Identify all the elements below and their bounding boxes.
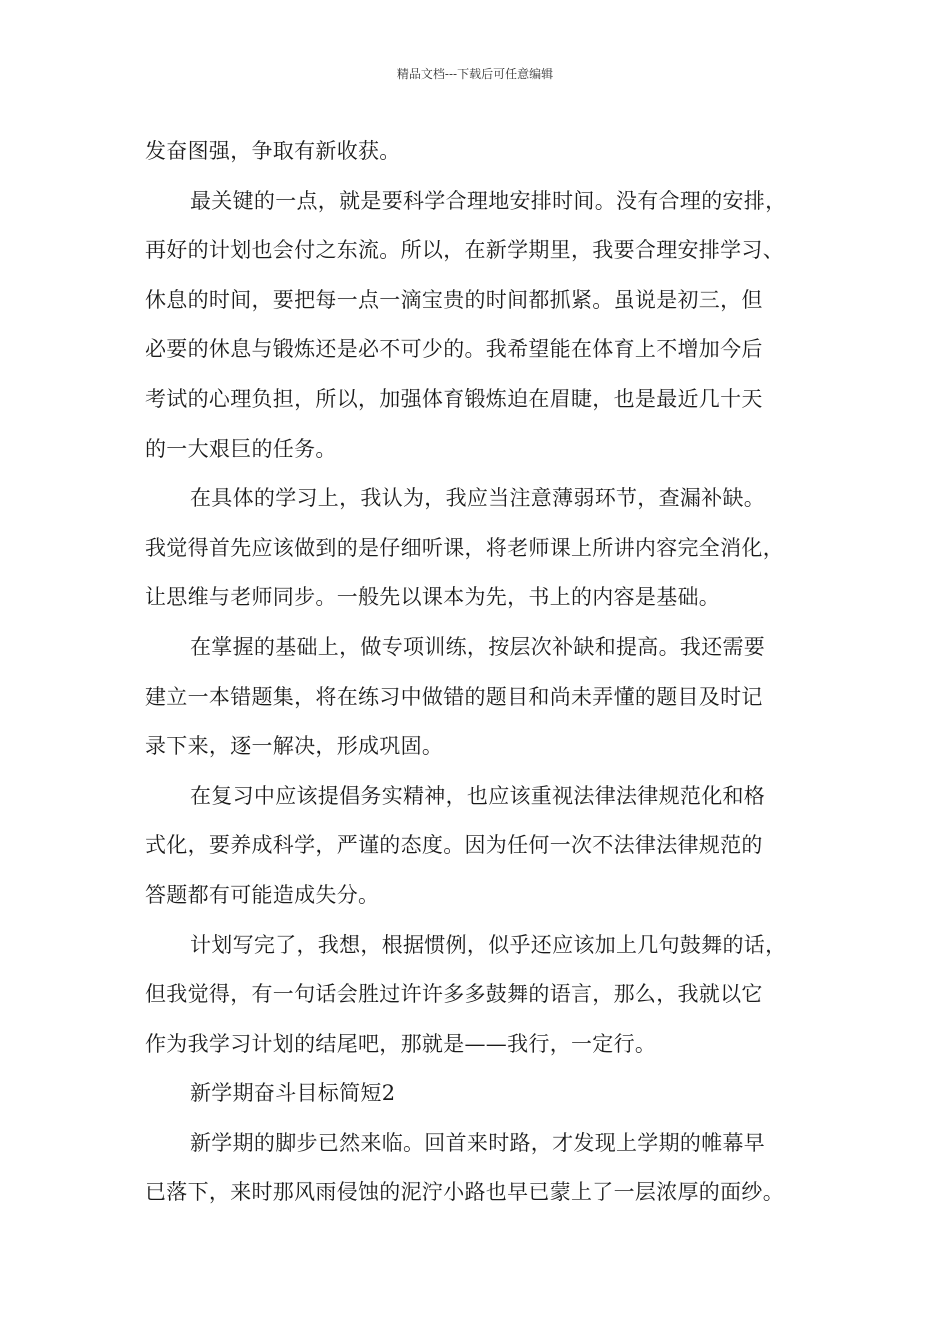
text-line: 在复习中应该提倡务实精神，也应该重视法律法律规范化和格	[190, 783, 766, 808]
text-line: 让思维与老师同步。一般先以课本为先，书上的内容是基础。	[145, 585, 721, 610]
text-line: 发奋图强，争取有新收获。	[145, 139, 401, 163]
text-line: 休息的时间，要把每一点一滴宝贵的时间都抓紧。虽说是初三，但	[145, 287, 763, 312]
text-line: 建立一本错题集，将在练习中做错的题目和尚未弄懂的题目及时记	[145, 684, 763, 709]
text-line: 新学期的脚步已然来临。回首来时路，才发现上学期的帷幕早	[190, 1130, 766, 1155]
text-line: 录下来，逐一解决，形成巩固。	[145, 734, 444, 759]
document-body	[145, 127, 825, 1218]
text-line: 最关键的一点，就是要科学合理地安排时间。没有合理的安排，	[190, 188, 787, 213]
page-header: 精品文档---下载后可任意编辑	[396, 67, 554, 81]
text-line: 已落下，来时那风雨侵蚀的泥泞小路也早已蒙上了一层浓厚的面纱。	[145, 1180, 784, 1205]
text-line: 在具体的学习上，我认为，我应当注意薄弱环节，查漏补缺。	[190, 486, 766, 511]
text-line: 但我觉得，有一句话会胜过许许多多鼓舞的语言，那么，我就以它	[145, 982, 763, 1007]
section-heading: 新学期奋斗目标简短2	[190, 1081, 396, 1106]
text-line: 必要的休息与锻炼还是必不可少的。我希望能在体育上不增加今后	[145, 337, 763, 362]
text-line: 计划写完了，我想，根据惯例，似乎还应该加上几句鼓舞的话，	[190, 932, 787, 957]
text-line: 在掌握的基础上，做专项训练，按层次补缺和提高。我还需要	[190, 634, 766, 659]
text-line: 的一大艰巨的任务。	[145, 436, 337, 461]
text-line: 答题都有可能造成失分。	[145, 882, 380, 907]
text-line: 再好的计划也会付之东流。所以，在新学期里，我要合理安排学习、	[145, 238, 784, 263]
text-line: 作为我学习计划的结尾吧，那就是——我行，一定行。	[145, 1031, 657, 1056]
text-line: 我觉得首先应该做到的是仔细听课，将老师课上所讲内容完全消化，	[145, 535, 784, 560]
text-line: 式化，要养成科学，严谨的态度。因为任何一次不法律法律规范的	[145, 833, 763, 858]
text-line: 考试的心理负担，所以，加强体育锻炼迫在眉睫，也是最近几十天	[145, 386, 763, 411]
